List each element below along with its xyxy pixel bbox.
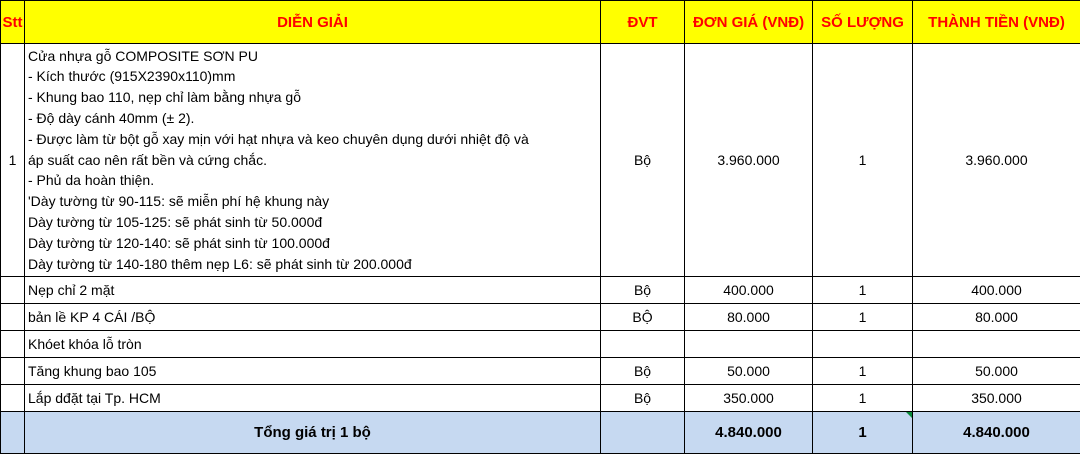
cell-total[interactable]: 3.960.000 (913, 44, 1080, 277)
header-description[interactable]: DIỄN GIẢI (25, 1, 601, 44)
cell-unit-price[interactable] (685, 331, 813, 358)
cell-total[interactable]: 80.000 (913, 304, 1080, 331)
desc-line: - Kích thước (915X2390x110)mm (28, 66, 600, 87)
cell-unit-price[interactable]: 3.960.000 (685, 44, 813, 277)
cell-unit[interactable]: Bộ (601, 44, 685, 277)
cell-total[interactable]: 350.000 (913, 385, 1080, 412)
cell-unit[interactable]: Bộ (601, 277, 685, 304)
cell-unit[interactable]: BỘ (601, 304, 685, 331)
cell-quantity[interactable]: 1 (813, 385, 913, 412)
cell-description[interactable]: Lắp dđặt tại Tp. HCM (25, 385, 601, 412)
header-quantity[interactable]: SỐ LƯỢNG (813, 1, 913, 44)
cell-stt[interactable] (1, 277, 25, 304)
summary-total[interactable]: 4.840.000 (913, 412, 1080, 454)
cell-unit[interactable]: Bộ (601, 385, 685, 412)
summary-unit-price[interactable]: 4.840.000 (685, 412, 813, 454)
cell-stt[interactable] (1, 385, 25, 412)
cell-quantity[interactable] (813, 331, 913, 358)
desc-line: Dày tường từ 140-180 thêm nẹp L6: sẽ phát sinh từ 200.000đ (28, 254, 600, 275)
table-row (1, 304, 1080, 331)
desc-line: - Khung bao 110, nẹp chỉ làm bằng nhựa gỗ (28, 87, 600, 108)
cell-unit-price[interactable]: 350.000 (685, 385, 813, 412)
cell-unit[interactable] (601, 331, 685, 358)
desc-line: - Được làm từ bột gỗ xay mịn với hạt nhựa và keo chuyên dụng dưới nhiệt độ và (28, 129, 600, 150)
desc-line: Dày tường từ 120-140: sẽ phát sinh từ 100.000đ (28, 233, 600, 254)
summary-quantity[interactable] (813, 412, 913, 454)
table-row-main-item (1, 44, 1080, 277)
table-row (1, 331, 1080, 358)
cell-description[interactable]: Nẹp chỉ 2 mặt (25, 277, 601, 304)
cell-stt[interactable] (1, 412, 25, 454)
summary-label[interactable]: Tổng giá trị 1 bộ (25, 412, 601, 454)
cell-unit-price[interactable]: 50.000 (685, 358, 813, 385)
cell-total[interactable]: 50.000 (913, 358, 1080, 385)
cell-stt[interactable] (1, 304, 25, 331)
cell-unit[interactable] (601, 412, 685, 454)
comment-indicator-icon (906, 412, 912, 418)
summary-row (1, 412, 1080, 454)
cell-unit[interactable]: Bộ (601, 358, 685, 385)
header-total[interactable]: THÀNH TIỀN (VNĐ) (913, 1, 1080, 44)
desc-line: áp suất cao nên rất bền và cứng chắc. (28, 150, 600, 171)
header-unit[interactable]: ĐVT (601, 1, 685, 44)
cell-description[interactable]: bản lề KP 4 CÁI /BỘ (25, 304, 601, 331)
header-unit-price[interactable]: ĐƠN GIÁ (VNĐ) (685, 1, 813, 44)
summary-quantity-value: 1 (858, 424, 866, 441)
cell-description[interactable] (25, 44, 601, 277)
cell-stt[interactable] (1, 331, 25, 358)
cell-quantity[interactable]: 1 (813, 44, 913, 277)
cell-unit-price[interactable]: 400.000 (685, 277, 813, 304)
cell-total[interactable]: 400.000 (913, 277, 1080, 304)
cell-stt[interactable] (1, 358, 25, 385)
desc-line: Cửa nhựa gỗ COMPOSITE SƠN PU (28, 46, 600, 67)
cell-description[interactable]: Tăng khung bao 105 (25, 358, 601, 385)
cell-description[interactable]: Khóet khóa lỗ tròn (25, 331, 601, 358)
cell-quantity[interactable]: 1 (813, 358, 913, 385)
table-row (1, 277, 1080, 304)
desc-line: - Độ dày cánh 40mm (± 2). (28, 108, 600, 129)
cell-quantity[interactable]: 1 (813, 277, 913, 304)
cell-quantity[interactable]: 1 (813, 304, 913, 331)
cell-unit-price[interactable]: 80.000 (685, 304, 813, 331)
table-row (1, 385, 1080, 412)
desc-line: Dày tường từ 105-125: sẽ phát sinh từ 50.000đ (28, 212, 600, 233)
cell-total[interactable] (913, 331, 1080, 358)
desc-line: 'Dày tường từ 90-115: sẽ miễn phí hệ khung này (28, 191, 600, 212)
header-stt[interactable]: Stt (1, 1, 25, 44)
header-row (1, 1, 1080, 44)
cell-stt[interactable]: 1 (1, 44, 25, 277)
table-row (1, 358, 1080, 385)
desc-line: - Phủ da hoàn thiện. (28, 170, 600, 191)
